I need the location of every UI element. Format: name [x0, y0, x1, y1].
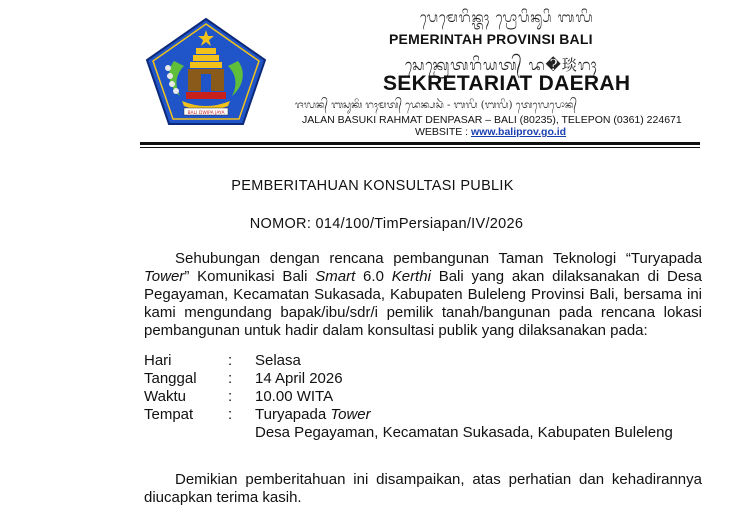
intro-paragraph: Sehubungan dengan rencana pembangunan Taman Teknologi “Turyapada Tower” Komunikasi Bali Smart 6.0 Kerthi Bali yang akan dilaksanakan di Desa Pegayaman, Kecamatan Sukasada, Kabupaten Buleleng Provinsi Bali, bersama ini kami mengundang bapak/ibu/sdr/i pemilik tanah/bangunan pada rencana lokasi pembangunan untuk hadir dalam konsultasi publik yang dilaksanakan pada: — [144, 250, 703, 339]
time-value: 10.00 WITA — [255, 388, 334, 405]
logo-motto: BALI DWIPA JAYA — [187, 111, 225, 116]
balinese-script-government: ᬧᬾᬫᬾᬭᬶᬦ᭄ᬢᬄ ᬧ᭄ᬭᭀᬧᬶᬦ᭄ᬲᬶ ᬩᬮᬶ — [420, 10, 594, 26]
day-value: Selasa — [255, 352, 301, 369]
place-address: Desa Pegayaman, Kecamatan Sukasada, Kabupaten Buleleng — [255, 424, 673, 441]
letterhead-thin-rule — [140, 147, 700, 148]
time-label: Waktu — [144, 388, 186, 405]
day-label: Hari — [144, 352, 172, 369]
balinese-script-office: ᬲᬾᬓ᭄ᬭᬾᬢᬭᬶᬬᬢ᭄ ᬤ�琰ᬭᬄ — [405, 56, 598, 74]
government-name: PEMERINTAH PROVINSI BALI — [389, 31, 593, 47]
office-name: SEKRETARIAT DAERAH — [383, 72, 631, 95]
document-number: NOMOR: 014/100/TimPersiapan/IV/2026 — [249, 216, 524, 232]
balinese-script-address: ᬚᬮᬦ᭄ ᬩᬲᬸᬓᬶ ᬭᬄᬫᬢ᭄ ᬤᬾᬦ᭄ᬧᬲᬃ - ᬩᬮᬶ (ᬩᬮᬶ) ᬢᬾᬮᬾᬧᭀᬦ᭄ — [295, 100, 577, 111]
office-address: JALAN BASUKI RAHMAT DENPASAR – BALI (80235), TELEPON (0361) 224671 — [302, 114, 682, 126]
place-label: Tempat — [144, 406, 194, 423]
place-value: Turyapada Tower — [255, 406, 371, 423]
date-label: Tanggal — [144, 370, 197, 387]
closing-paragraph: Demikian pemberitahuan ini disampaikan, atas perhatian dan kehadirannya diucapkan terima kasih. — [144, 471, 702, 506]
date-value: 14 April 2026 — [255, 370, 343, 387]
document-title: PEMBERITAHUAN KONSULTASI PUBLIK — [231, 178, 514, 194]
website-line — [415, 126, 566, 138]
website-label: WEBSITE : — [415, 126, 472, 138]
bali-province-emblem — [144, 16, 268, 128]
website-link[interactable]: www.baliprov.go.id — [471, 126, 567, 138]
letterhead-thick-rule — [140, 142, 700, 145]
